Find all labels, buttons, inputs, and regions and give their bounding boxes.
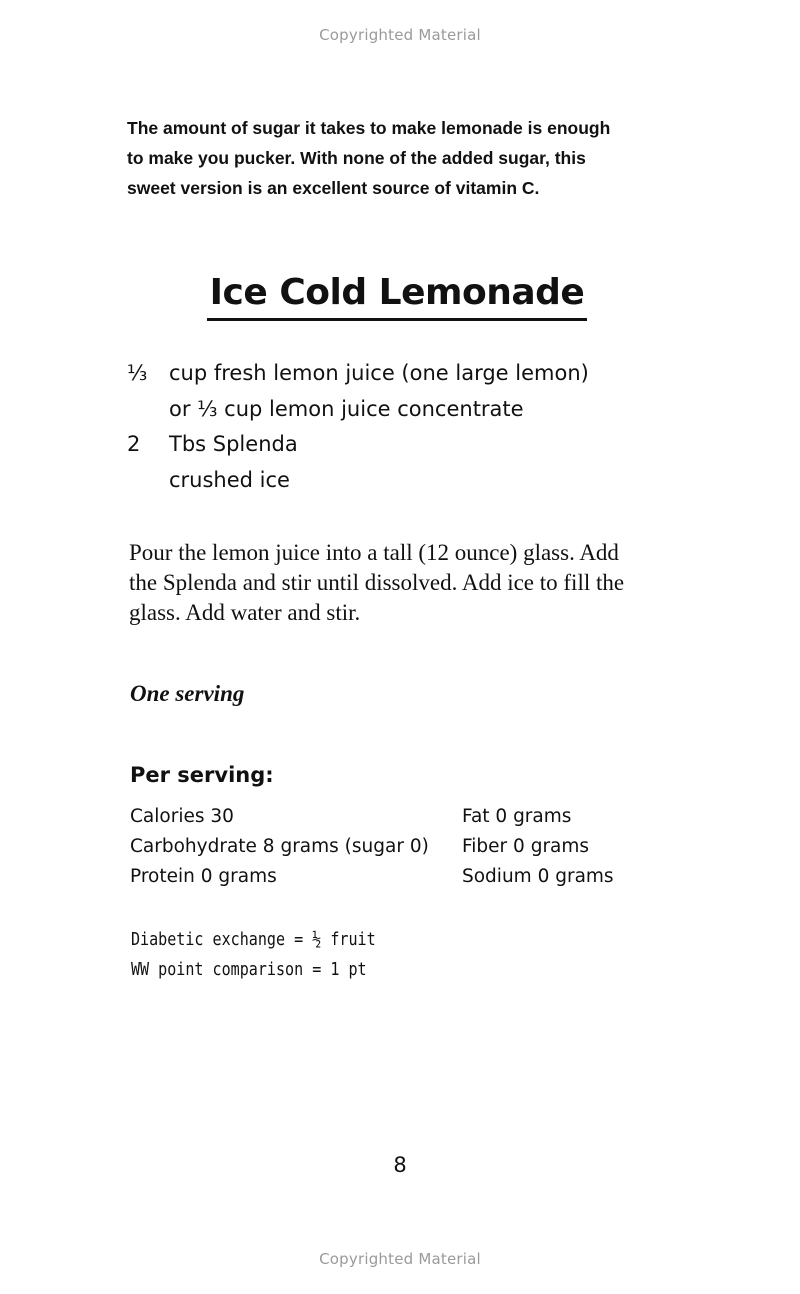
intro-line: The amount of sugar it takes to make lemonade is enough <box>127 118 611 138</box>
intro-line: to make you pucker. With none of the added sugar, this <box>127 148 586 168</box>
directions-line: the Splenda and stir until dissolved. Add ice to fill the <box>129 570 625 595</box>
ingredient-text: cup fresh lemon juice (one large lemon) <box>169 361 589 385</box>
nutrition-fact: Fiber 0 grams <box>462 836 590 857</box>
ingredient-text: crushed ice <box>169 467 290 492</box>
recipe-title: Ice Cold Lemonade <box>209 272 585 313</box>
ingredient-text: or ⅓ cup lemon juice concentrate <box>169 396 524 421</box>
nutrition-fact: Fat 0 grams <box>462 806 572 827</box>
nutrition-fact: Sodium 0 grams <box>462 866 614 887</box>
directions-paragraph <box>129 538 689 628</box>
ingredient-quantity: 2 <box>127 432 141 456</box>
copyright-watermark-top: Copyrighted Material <box>319 26 481 44</box>
ingredient-text: Tbs Splenda <box>169 432 298 456</box>
directions-line: glass. Add water and stir. <box>129 600 361 625</box>
exchange-info <box>131 925 376 985</box>
nutrition-fact: Protein 0 grams <box>130 866 277 887</box>
title-underline <box>207 318 587 321</box>
ingredient-quantity: ⅓ <box>127 361 148 385</box>
intro-line: sweet version is an excellent source of vitamin C. <box>127 178 540 198</box>
copyright-watermark-bottom: Copyrighted Material <box>319 1250 481 1268</box>
nutrition-left-column <box>130 802 429 892</box>
nutrition-fact: Carbohydrate 8 grams (sugar 0) <box>130 836 429 857</box>
nutrition-fact: Calories 30 <box>130 806 234 827</box>
nutrition-heading: Per serving: <box>130 763 274 787</box>
recipe-yield: One serving <box>130 681 245 706</box>
exchange-line: WW point comparison = 1 pt <box>131 960 367 980</box>
exchange-line: Diabetic exchange = ½ fruit <box>131 930 376 950</box>
intro-paragraph <box>127 113 687 203</box>
directions-line: Pour the lemon juice into a tall (12 ounce) glass. Add <box>129 540 619 565</box>
nutrition-right-column <box>462 802 614 892</box>
page-number: 8 <box>393 1153 407 1177</box>
